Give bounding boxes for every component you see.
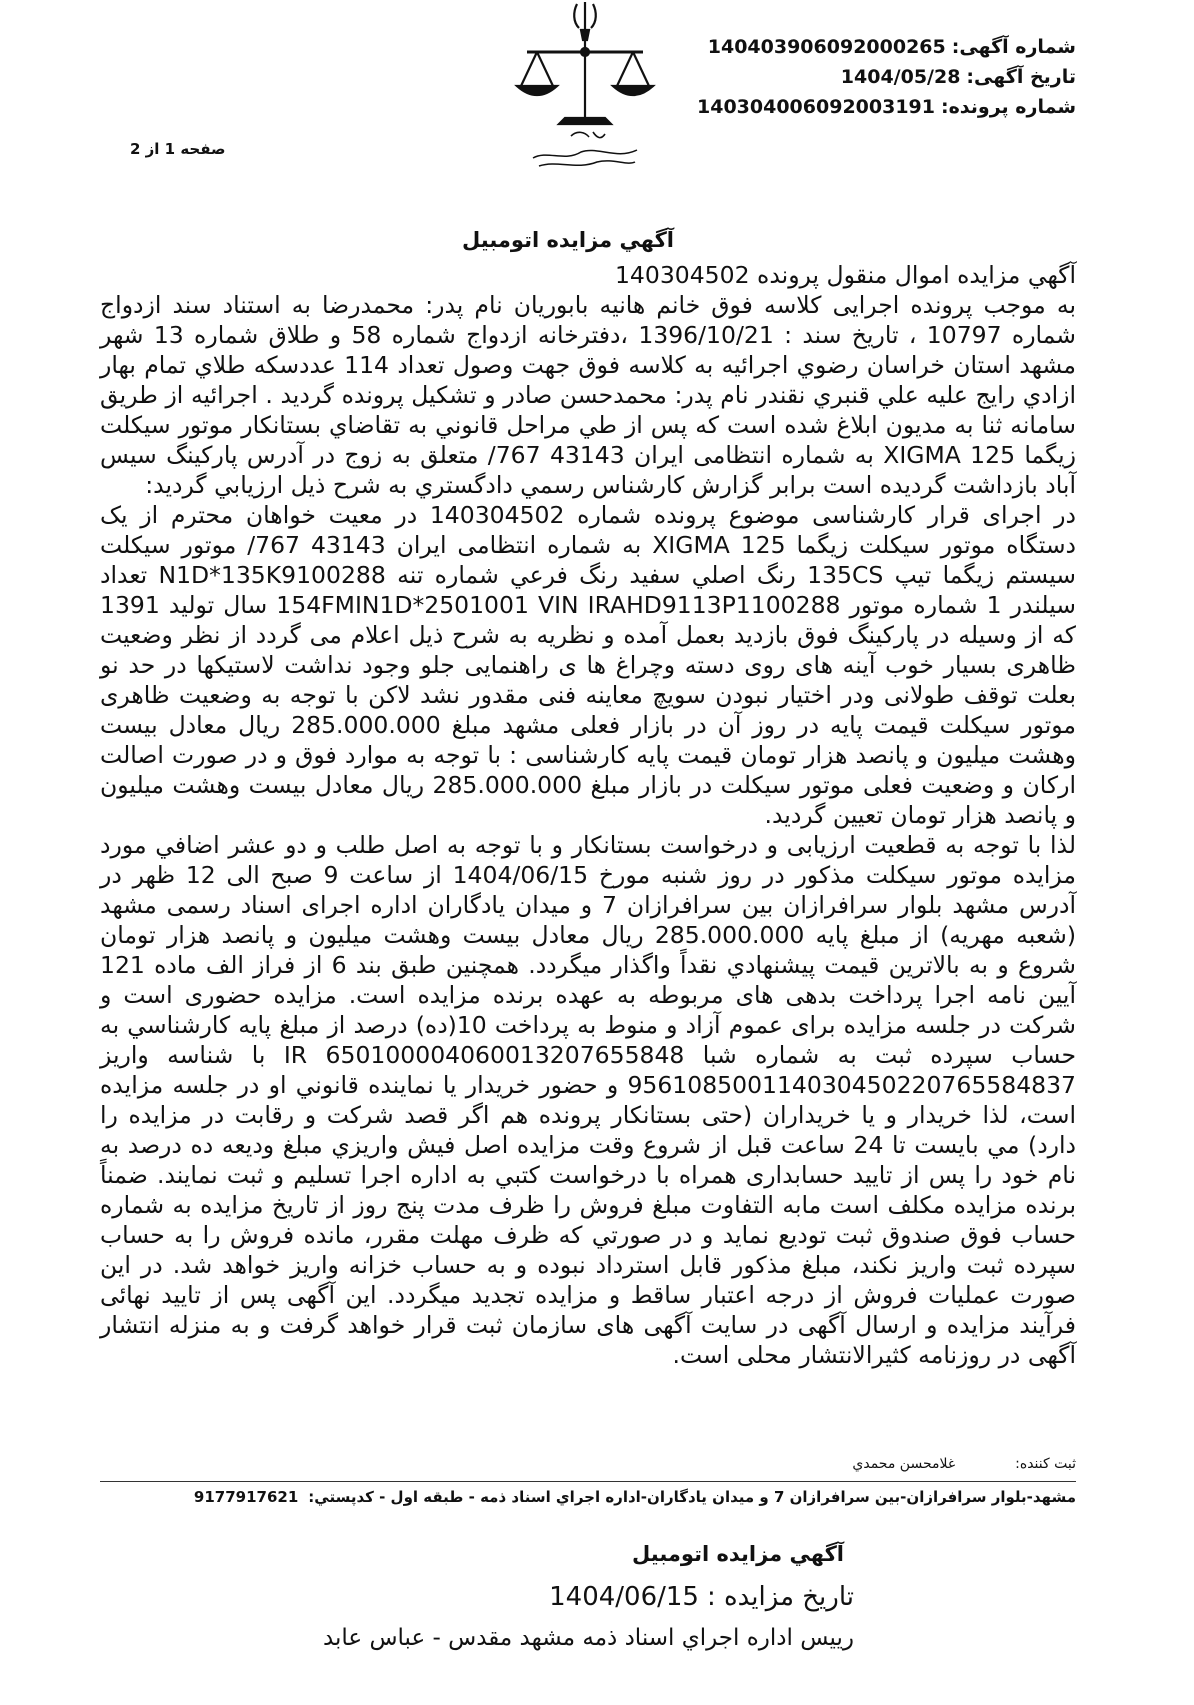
document-title: آگهي مزايده اتومبيل (462, 228, 674, 252)
case-number-row (676, 92, 1076, 122)
registrar-name: غلامحسن محمدي (852, 1456, 956, 1472)
body-paragraph-case: به موجب پرونده اجرايی كلاسه فوق خانم هانيه بابوريان نام پدر: محمدرضا به استناد سند ازدواج شماره 10797 ، تاريخ سند : 1396/10/21 ،دفترخانه ازدواج شماره 58 و طلاق شماره 13 شهر مشهد استان خراسان رضوي اجرائيه به كلاسه فوق جهت وصول تعداد 114 عددسكه طلاي تمام بهار ازادي رايج عليه علي قنبري نقندر نام پدر: محمدحسن صادر و تشكيل پرونده گرديد . اجرائيه از طريق سامانه ثنا به مديون ابلاغ شده است كه پس از طي مراحل قانوني به تقاضاي بستانكار موتور سيكلت زيگما XIGMA 125 به شماره انتظامی ايران 43143 767/ متعلق به زوج در آدرس پاركينگ سيس آباد بازداشت گرديده است برابر گزارش كارشناس رسمي دادگستري به شرح ذيل ارزيابي گرديد: (100, 291, 1076, 499)
case-number: 140304006092003191 (697, 96, 935, 118)
notice-date: 1404/05/28 (840, 66, 961, 88)
body-paragraph-appraisal: در اجرای قرار كارشناسی موضوع پرونده شماره 140304502 در معيت خواهان محترم از يک دستگاه موتور سيكلت زيگما XIGMA 125 به شماره انتظامی ايران 43143 767/ موتور سيكلت سيستم زيگما تيپ 135CS رنگ اصلي سفيد رنگ فرعي شماره تنه N1D*135K9100288 تعداد سيلندر 1 شماره موتور 154FMIN1D*2501001 VIN IRAHD9113P1100288 سال توليد 1391 كه از وسيله در پاركينگ فوق بازديد بعمل آمده و نظريه به شرح ذيل اعلام می گردد از نظر وضعيت ظاهری بسيار خوب آينه های روی دسته وچراغ ها ی راهنمايی جلو وجود نداشت لاستيكها در حد نو بعلت توقف طولانی ودر اختيار نبودن سويچ معاينه فنی مقدور نشد لاكن با توجه به وضعيت ظاهری موتور سيكلت قيمت پايه در روز آن در بازار فعلی مشهد مبلغ 285.000.000 ريال معادل بيست وهشت ميليون و پانصد هزار تومان قيمت پايه كارشناسی : با توجه به موارد فوق و در صورت اصالت اركان و وضعيت فعلی موتور سيكلت در بازار مبلغ 285.000.000 ريال معادل بيست وهشت ميليون و پانصد هزار تومان تعيين گرديد. (100, 501, 1076, 829)
notice-meta (676, 32, 1076, 122)
divider (100, 1481, 1076, 1482)
address-phone: 9177917621 (193, 1488, 299, 1506)
notice-number-row (676, 32, 1076, 62)
notice-number: 140403906092000265 (707, 36, 946, 58)
registrar (852, 1456, 1076, 1472)
auction-date (549, 1582, 854, 1612)
notice-date-label: تاریخ آگهی: (966, 66, 1076, 88)
notice-body (100, 260, 1076, 1370)
auction-date-value: 1404/06/15 (549, 1582, 699, 1612)
notice-date-row (676, 62, 1076, 92)
office-address (100, 1488, 1076, 1506)
registrar-label: ثبت كننده: (1015, 1456, 1076, 1472)
case-number-label: شماره پرونده: (940, 96, 1076, 118)
judiciary-scales-emblem-icon (485, 0, 685, 185)
footer-title: آگهي مزايده اتومبيل (632, 1542, 844, 1566)
body-paragraph-heading: آگهي مزايده اموال منقول پرونده 140304502 (614, 261, 1076, 289)
address-text: مشهد-بلوار سرافرازان-بين سرافرازان 7 و ميدان يادگاران-اداره اجراي اسناد ذمه - طبقه اول - كدپستي: (308, 1488, 1076, 1506)
signature-line: رييس اداره اجراي اسناد ذمه مشهد مقدس - عباس عابد (322, 1625, 854, 1651)
page-indicator: صفحه 1 از 2 (130, 140, 226, 158)
notice-number-label: شماره آگهی: (951, 36, 1076, 58)
body-paragraph-auction: لذا با توجه به قطعيت ارزيابی و درخواست بستانكار و با توجه به اصل طلب و دو عشر اضافي مورد مزايده موتور سيكلت مذكور در روز شنبه مورخ 1404/06/15 از ساعت 9 صبح الی 12 ظهر در آدرس مشهد بلوار سرافرازان بين سرافرازان 7 و ميدان يادگاران اداره اجرای اسناد رسمی مشهد (شعبه مهريه) از مبلغ پايه 285.000.000 ريال معادل بيست وهشت ميليون و پانصد هزار تومان شروع و به بالاترين قيمت پيشنهادي نقداً واگذار ميگردد. همچنين طبق بند 6 از فراز الف ماده 121 آيين نامه اجرا پرداخت بدهی های مربوطه به عهده برنده مزايده است. مزايده حضوری است و شركت در جلسه مزايده برای عموم آزاد و منوط به پرداخت 10(ده) درصد از مبلغ پايه كارشناسي به حساب سپرده ثبت به شماره شبا IR 650100004060013207655848 با شناسه واريز 956108500114030450220765584837 و حضور خريدار يا نماينده قانوني او در جلسه مزايده است، لذا خريدار و يا خريداران (حتی بستانكار پرونده هم اگر قصد شركت و رقابت در مزايده را دارد) مي بايست تا 24 ساعت قبل از شروع وقت مزايده اصل فيش واريزي مبلغ وديعه ده درصد به نام خود را پس از تاييد حسابداری همراه با درخواست كتبي به اداره اجرا تسليم و ثبت نمايند. ضمناً برنده مزايده مكلف است مابه التفاوت مبلغ فروش را ظرف مدت پنج روز از تاريخ مزايده به شماره حساب فوق صندوق ثبت توديع نمايد و در صورتي كه ظرف مهلت مقرر، مانده فروش را به حساب سپرده ثبت واريز نكند، مبلغ مذكور قابل استرداد نبوده و به حساب خزانه واريز خواهد شد. در اين صورت عمليات فروش از درجه اعتبار ساقط و مزايده تجديد ميگردد. اين آگهی پس از تاييد نهائی فرآيند مزايده و ارسال آگهی در سايت آگهی های سازمان ثبت قرار خواهد گرفت و به منزله انتشار آگهی در روزنامه كثيرالانتشار محلی است. (100, 831, 1077, 1369)
auction-date-label: تاريخ مزايده : (706, 1582, 854, 1612)
